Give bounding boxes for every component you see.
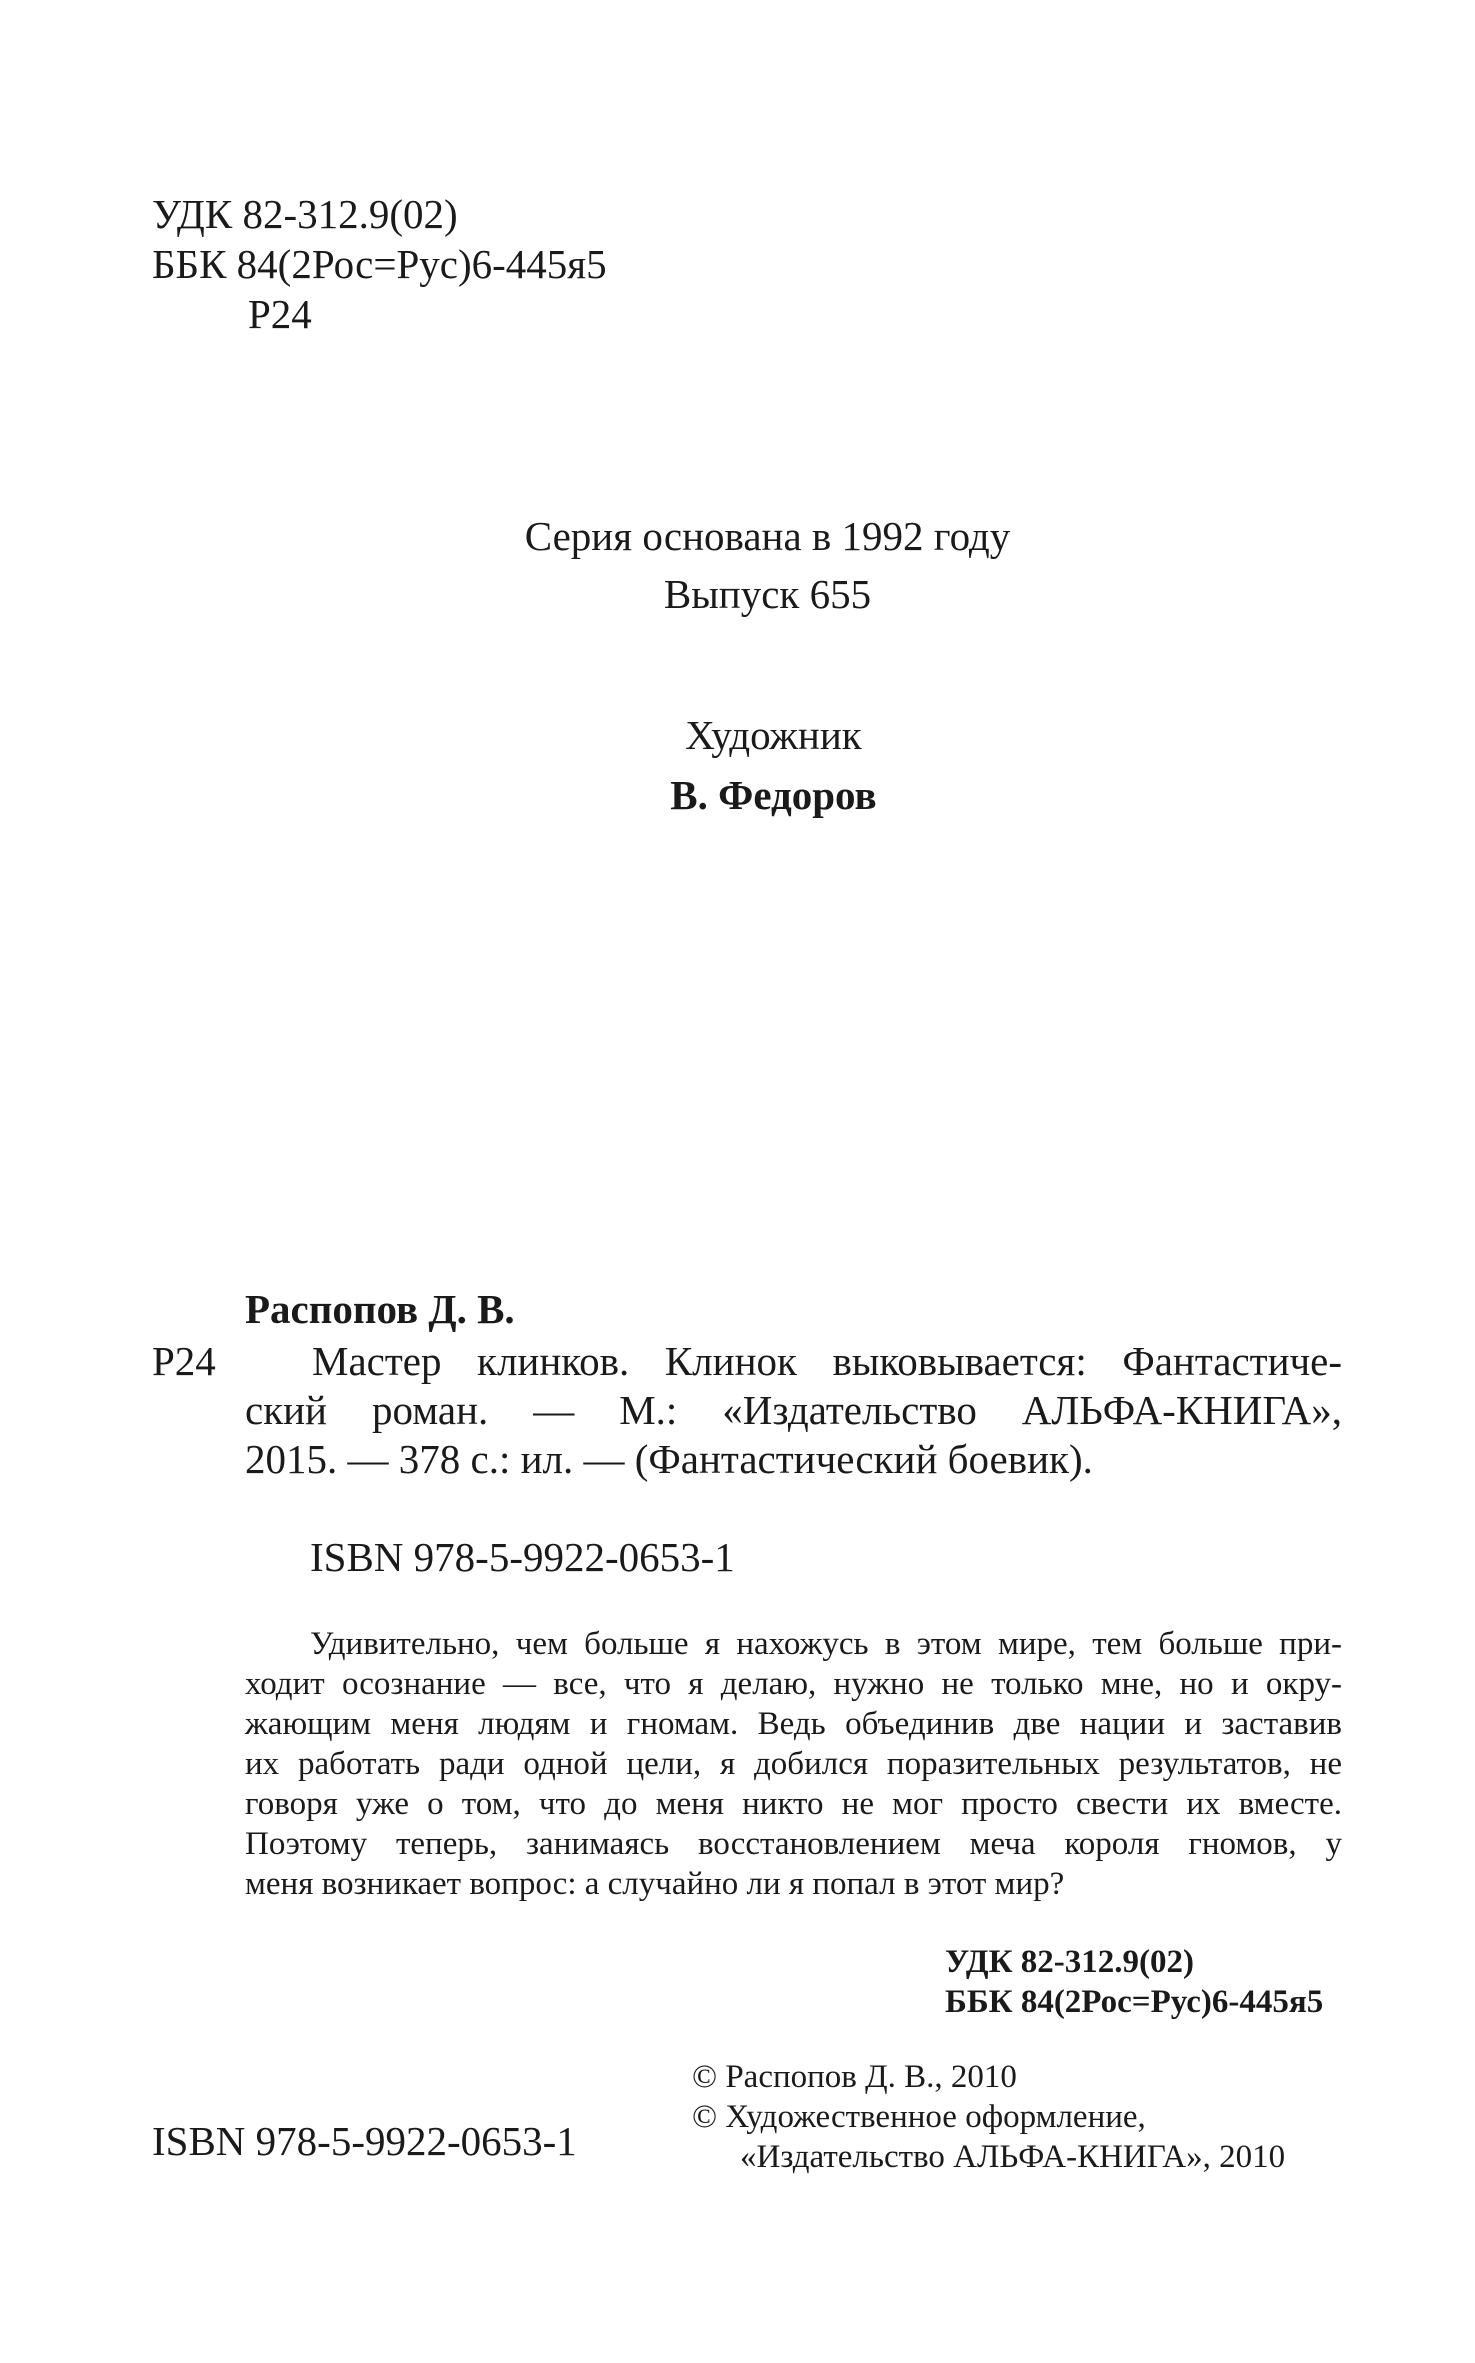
top-udk-code: УДК 82-312.9(02)	[152, 191, 458, 237]
annotation-line: их работать ради одной цели, я добился поразительных результатов, не	[245, 1746, 1342, 1782]
artist-name: В. Федоров	[670, 772, 877, 818]
series-issue: Выпуск 655	[663, 571, 872, 617]
top-bbk-code: ББК 84(2Рос=Рус)6-445я5	[152, 241, 607, 287]
series-founded: Серия основана в 1992 году	[524, 513, 1011, 559]
annotation-line: меня возникает вопрос: а случайно ли я попал в этот мир?	[245, 1866, 1065, 1902]
entry-author: Распопов Д. В.	[245, 1286, 515, 1332]
annotation-line: Поэтому теперь, занимаясь восстановлением меча короля гномов, у	[245, 1826, 1342, 1862]
annotation-line: говоря уже о том, что до меня никто не мог просто свести их вместе.	[245, 1786, 1342, 1822]
entry-author-mark: Р24	[152, 1338, 216, 1384]
annotation-line: Удивительно, чем больше я нахожусь в этом мире, тем больше при-	[310, 1626, 1342, 1662]
annotation	[245, 1625, 1342, 1905]
isbn-bottom: ISBN 978-5-9922-0653-1	[152, 2118, 577, 2164]
copyright-author: © Распопов Д. В., 2010	[692, 2059, 1017, 2095]
entry-line: 2015. — 378 с.: ил. — (Фантастический боевик).	[245, 1436, 1093, 1482]
entry-line: Мастер клинков. Клинок выковывается: Фантастиче-	[312, 1338, 1342, 1384]
annotation-line: ходит осознание — все, что я делаю, нужно не только мне, но и окру-	[245, 1666, 1342, 1702]
bottom-bbk-code: ББК 84(2Рос=Рус)6-445я5	[945, 1984, 1324, 2020]
annotation-line: жающим меня людям и гномам. Ведь объединив две нации и заставив	[245, 1706, 1342, 1742]
entry-line: ский роман. — М.: «Издательство АЛЬФА-КНИГА»,	[245, 1387, 1342, 1433]
entry-description	[245, 1337, 1342, 1484]
copyright-design-label: © Художественное оформление,	[692, 2099, 1146, 2135]
entry-isbn: ISBN 978-5-9922-0653-1	[310, 1534, 735, 1580]
artist-label: Художник	[685, 712, 862, 758]
copyright-design-holder: «Издательство АЛЬФА-КНИГА», 2010	[740, 2139, 1286, 2175]
top-author-mark: Р24	[248, 291, 312, 337]
bottom-udk-code: УДК 82-312.9(02)	[945, 1944, 1194, 1980]
